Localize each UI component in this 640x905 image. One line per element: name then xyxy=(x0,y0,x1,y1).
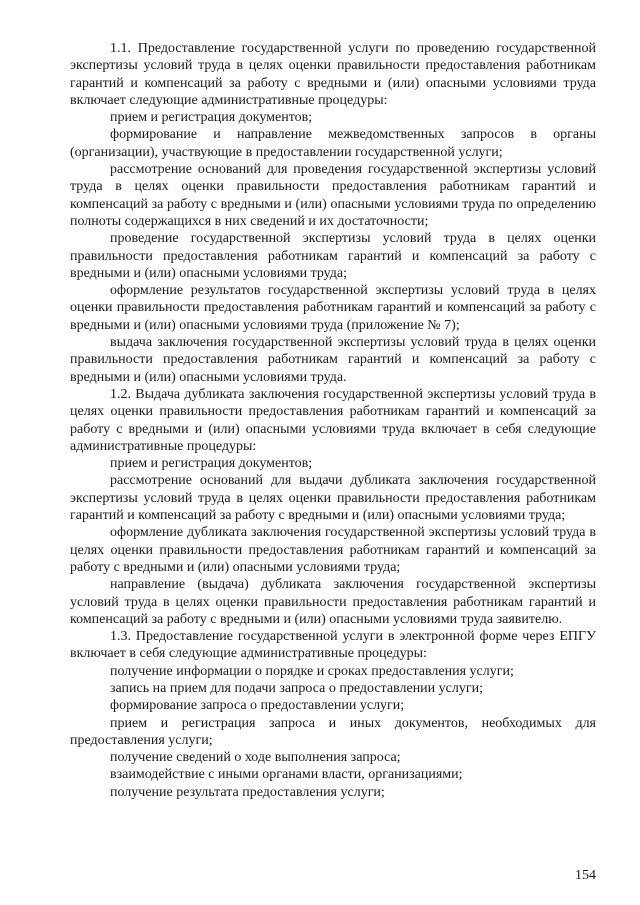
document-body xyxy=(70,40,596,801)
paragraph: формирование запроса о предоставлении услуги; xyxy=(110,698,405,714)
paragraph: формирование и направление межведомственных запросов в органы (организации), участвующие в предоставлении государственной услуги; xyxy=(70,127,596,160)
paragraph: прием и регистрация запроса и иных документов, необходимых для предоставления услуги; xyxy=(70,715,596,748)
paragraph: прием и регистрация документов; xyxy=(110,456,313,472)
paragraph: получение информации о порядке и сроках предоставления услуги; xyxy=(110,663,514,679)
paragraph: получение сведений о ходе выполнения запроса; xyxy=(110,750,401,766)
paragraph: взаимодействие с иными органами власти, организациями; xyxy=(110,767,463,783)
paragraph: рассмотрение оснований для выдачи дубликата заключения государственной экспертизы условий труда в целях оценки правильности предоставления работникам гарантий и компенсаций за работу с вредными и (или) опасными условиями труда; xyxy=(70,473,596,524)
paragraph: рассмотрение оснований для проведения государственной экспертизы условий труда в целях оценки правильности предоставления работникам гарантий и компенсаций за работу с вредными и (или) опасными условиями труда по определению полноты содержащихся в них сведений и их достаточности; xyxy=(70,162,596,229)
paragraph-1-2: 1.2. Выдача дубликата заключения государственной экспертизы условий труда в целях оценки правильности предоставления работникам гарантий и компенсаций за работу с вредными и (или) опасными условиями труда включает в себя следующие административные процедуры: xyxy=(70,386,596,454)
page-number: 154 xyxy=(575,868,596,883)
paragraph: выдача заключения государственной экспертизы условий труда в целях оценки правильности предоставления работникам гарантий и компенсаций за работу с вредными и (или) опасными условиями труда. xyxy=(70,335,596,385)
paragraph: запись на прием для подачи запроса о предоставлении услуги; xyxy=(110,680,483,696)
paragraph: направление (выдача) дубликата заключения государственной экспертизы условий труда в целях оценки правильности предоставления работникам гарантий и компенсаций за работу с вредными и (или) опасными условиями труда заявителю. xyxy=(70,577,596,627)
paragraph: оформление результатов государственной экспертизы условий труда в целях оценки правильности предоставления работникам гарантий и компенсаций за работу с вредными и (или) опасными условиями труда (приложение № 7); xyxy=(70,283,596,333)
paragraph: проведение государственной экспертизы условий труда в целях оценки правильности предоставления работникам гарантий и компенсаций за работу с вредными и (или) опасными условиями труда; xyxy=(70,231,596,281)
paragraph: прием и регистрация документов; xyxy=(110,110,313,126)
paragraph-1-1: 1.1. Предоставление государственной услуги по проведению государственной экспертизы условий труда в целях оценки правильности предоставления работникам гарантий и компенсаций за работу с вредными и (или) опасными условиями труда включает следующие административные процедуры: xyxy=(70,41,596,108)
paragraph: оформление дубликата заключения государственной экспертизы условий труда в целях оценки правильности предоставления работникам гарантий и компенсаций за работу с вредными и (или) опасными условиями труда; xyxy=(70,525,596,575)
paragraph: получение результата предоставления услуги; xyxy=(110,784,385,800)
paragraph-1-3: 1.3. Предоставление государственной услуги в электронной форме через ЕПГУ включает в себя следующие административные процедуры: xyxy=(70,629,596,662)
